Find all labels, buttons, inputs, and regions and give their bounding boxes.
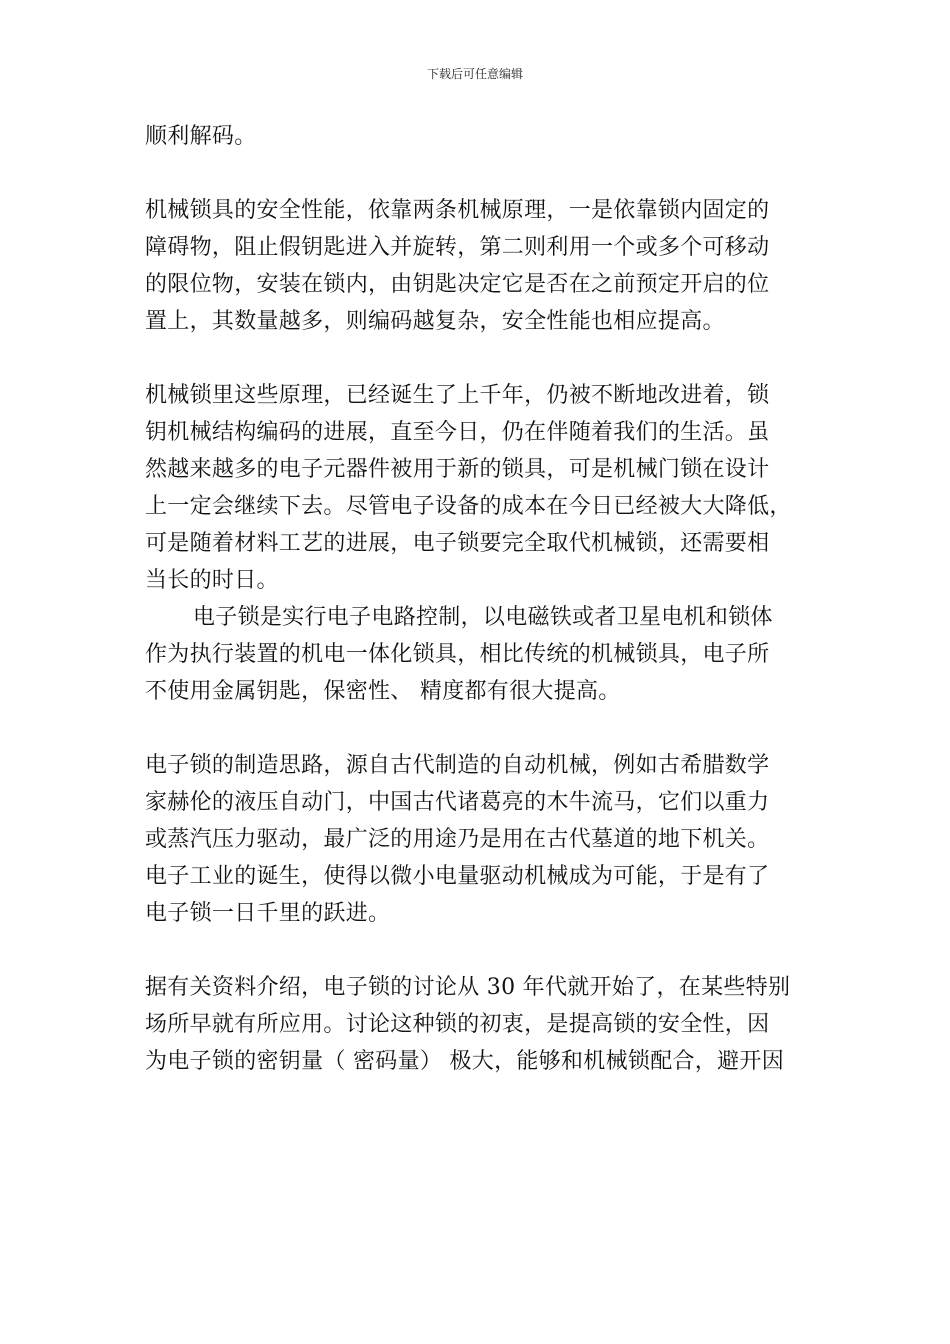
text-line: 机械锁具的安全性能，依靠两条机械原理，一是依靠锁内固定的	[145, 198, 770, 223]
text-line: 置上，其数量越多，则编码越复杂，安全性能也相应提高。	[145, 309, 725, 334]
text-line: 上一定会继续下去。尽管电子设备的成本在今日已经被大大降低，	[145, 494, 792, 519]
text-line: 电子锁的制造思路，源自古代制造的自动机械，例如古希腊数学	[145, 753, 770, 778]
text-line: 作为执行装置的机电一体化锁具，相比传统的机械锁具，电子所	[145, 642, 770, 667]
text-line: 据有关资料介绍，电子锁的讨论从 30 年代就开始了，在某些特别	[145, 975, 791, 1000]
paragraph-gap	[145, 932, 805, 969]
text-line: 或蒸汽压力驱动，最广泛的用途乃是用在古代墓道的地下机关。	[145, 827, 770, 852]
paragraph-electronic-lock-research	[145, 969, 805, 1080]
text-line: 场所早就有所应用。讨论这种锁的初衷，是提高锁的安全性，因	[145, 1012, 770, 1037]
text-line: 为电子锁的密钥量（ 密码量） 极大，能够和机械锁配合，避开因	[145, 1049, 784, 1074]
text-line: 钥机械结构编码的进展，直至今日，仍在伴随着我们的生活。虽	[145, 420, 770, 445]
text-line: 顺利解码。	[145, 124, 257, 149]
text-line: 的限位物，安装在锁内，由钥匙决定它是否在之前预定开启的位	[145, 272, 770, 297]
text-line: 电子锁是实行电子电路控制，以电磁铁或者卫星电机和锁体	[193, 605, 773, 630]
page-header-note: 下载后可任意编辑	[426, 67, 523, 81]
paragraph-gap	[145, 155, 805, 192]
text-line: 然越来越多的电子元器件被用于新的锁具，可是机械门锁在设计	[145, 457, 770, 482]
text-line: 电子锁一日千里的跃进。	[145, 901, 391, 926]
text-line: 机械锁里这些原理，已经诞生了上千年，仍被不断地改进着，锁	[145, 383, 770, 408]
text-line: 可是随着材料工艺的进展，电子锁要完全取代机械锁，还需要相	[145, 531, 770, 556]
paragraph-gap	[145, 710, 805, 747]
text-line: 障碍物，阻止假钥匙进入并旋转，第二则利用一个或多个可移动	[145, 235, 770, 260]
document-body	[145, 118, 805, 1080]
paragraph-mechanical-history	[145, 377, 805, 599]
text-line: 电子工业的诞生，使得以微小电量驱动机械成为可能，于是有了	[145, 864, 770, 889]
paragraph-mechanical-security	[145, 192, 805, 340]
paragraph-electronic-lock-definition	[145, 599, 805, 710]
paragraph-electronic-lock-origin	[145, 747, 805, 932]
paragraph-gap	[145, 340, 805, 377]
text-line: 不使用金属钥匙，保密性、 精度都有很大提高。	[145, 679, 621, 704]
text-line: 家赫伦的液压自动门，中国古代诸葛亮的木牛流马，它们以重力	[145, 790, 770, 815]
text-line: 当长的时日。	[145, 568, 279, 593]
